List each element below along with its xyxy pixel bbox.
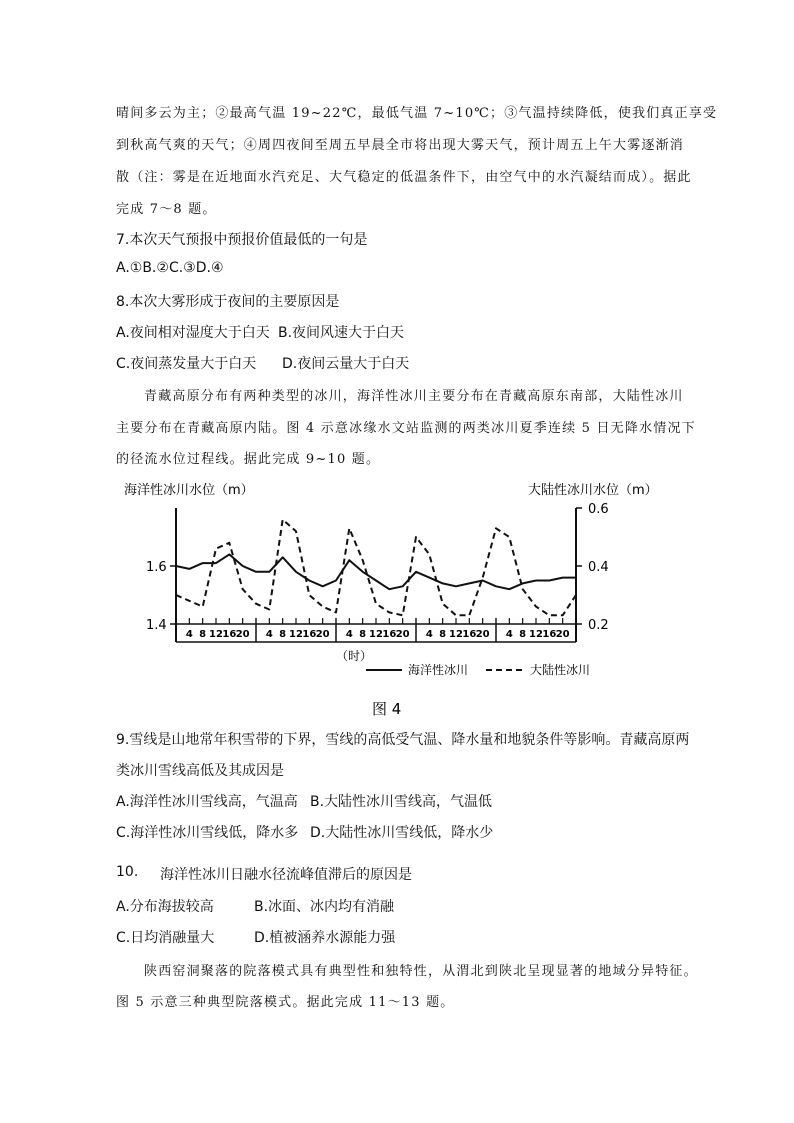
figure-4-chart bbox=[110, 474, 670, 724]
figure-caption: 图 4 bbox=[372, 700, 402, 718]
legend-ocean-glacier: 海洋性冰川 bbox=[408, 663, 469, 677]
x-tick-label: 8 bbox=[199, 629, 207, 640]
x-axis-label: （时） bbox=[336, 649, 373, 663]
passage-line: 主要分布在青藏高原内陆。图 4 示意冰缘水文站监测的两类冰川夏季连续 5 日无降水情况下 bbox=[116, 421, 696, 436]
passage-line: 完成 7～8 题。 bbox=[116, 202, 217, 217]
x-tick-label: 16 bbox=[462, 629, 477, 640]
passage-line: 青藏高原分布有两种类型的冰川，海洋性冰川主要分布在青藏高原东南部，大陆性冰川 bbox=[144, 389, 684, 404]
x-tick-label: 12 bbox=[369, 629, 383, 640]
x-tick-label: 12 bbox=[289, 629, 303, 640]
x-tick-label: 20 bbox=[555, 629, 570, 640]
x-tick-label: 8 bbox=[279, 629, 287, 640]
question-8-stem: 8.本次大雾形成于夜间的主要原因是 bbox=[116, 294, 340, 310]
option-a: A.分布海拔较高 bbox=[116, 899, 214, 915]
y-tick-label-left: 1.6 bbox=[146, 560, 167, 575]
x-tick-label: 16 bbox=[222, 629, 237, 640]
question-7-stem: 7.本次天气预报中预报价值最低的一句是 bbox=[116, 232, 368, 248]
option-c: C.日均消融量大 bbox=[116, 930, 215, 946]
x-tick-label: 16 bbox=[382, 629, 397, 640]
x-tick-label: 12 bbox=[449, 629, 463, 640]
y-tick-label-left: 1.4 bbox=[146, 618, 167, 633]
x-tick-label: 4 bbox=[505, 629, 513, 640]
question-7-options: A.①B.②C.③D.④ bbox=[116, 260, 224, 276]
x-tick-label: 20 bbox=[315, 629, 330, 640]
y-tick-label-right: 0.4 bbox=[588, 560, 609, 575]
y-tick-label-right: 0.6 bbox=[588, 502, 609, 517]
question-9-stem: 9.雪线是山地常年积雪带的下界，雪线的高低受气温、降水量和地貌条件等影响。青藏高原两 bbox=[116, 732, 690, 748]
question-10-number: 10. bbox=[116, 864, 139, 880]
y-axis-right-label: 大陆性冰川水位（m） bbox=[528, 483, 658, 498]
question-9-stem-cont: 类冰川雪线高低及其成因是 bbox=[116, 763, 284, 779]
x-tick-label: 12 bbox=[209, 629, 223, 640]
option-b: B.冰面、冰内均有消融 bbox=[254, 899, 395, 915]
x-tick-label: 16 bbox=[302, 629, 317, 640]
y-axis-left-label: 海洋性冰川水位（m） bbox=[124, 483, 254, 498]
option-d: D.大陆性冰川雪线低，降水少 bbox=[310, 825, 494, 841]
option-a: A.夜间相对湿度大于白天 bbox=[116, 325, 270, 341]
y-tick-label-right: 0.2 bbox=[588, 618, 609, 633]
option-c: C.夜间蒸发量大于白天 bbox=[116, 356, 257, 372]
passage-line: 晴间多云为主；②最高气温 19~22℃，最低气温 7~10℃；③气温持续降低，使我们真正享受 bbox=[116, 106, 718, 121]
passage-line: 图 5 示意三种典型院落模式。据此完成 11～13 题。 bbox=[116, 995, 455, 1010]
x-tick-label: 16 bbox=[542, 629, 557, 640]
passage-line: 陕西窑洞聚落的院落模式具有典型性和独特性，从渭北到陕北呈现显著的地域分异特征。 bbox=[144, 964, 698, 979]
x-tick-label: 4 bbox=[425, 629, 433, 640]
x-tick-label: 4 bbox=[265, 629, 273, 640]
x-tick-label: 8 bbox=[519, 629, 527, 640]
x-tick-label: 20 bbox=[475, 629, 490, 640]
x-tick-label: 12 bbox=[529, 629, 543, 640]
series-line-continental bbox=[176, 520, 576, 616]
option-b: B.夜间风速大于白天 bbox=[278, 325, 405, 341]
option-b: B.大陆性冰川雪线高，气温低 bbox=[310, 794, 493, 810]
x-tick-label: 4 bbox=[185, 629, 193, 640]
x-tick-label: 4 bbox=[345, 629, 353, 640]
option-d: D.夜间云量大于白天 bbox=[282, 356, 410, 372]
x-tick-label: 20 bbox=[235, 629, 250, 640]
option-c: C.海洋性冰川雪线低，降水多 bbox=[116, 825, 299, 841]
passage-line: 到秋高气爽的天气；④周四夜间至周五早晨全市将出现大雾天气，预计周五上午大雾逐渐消 bbox=[116, 138, 685, 153]
x-tick-label: 20 bbox=[395, 629, 410, 640]
option-d: D.植被涵养水源能力强 bbox=[254, 930, 396, 946]
passage-line: 散（注：雾是在近地面水汽充足、大气稳定的低温条件下，由空气中的水汽凝结而成）。据此 bbox=[116, 170, 692, 185]
x-tick-label: 8 bbox=[439, 629, 447, 640]
option-a: A.海洋性冰川雪线高，气温高 bbox=[116, 794, 298, 810]
legend-continental-glacier: 大陆性冰川 bbox=[530, 663, 591, 677]
question-10-stem: 海洋性冰川日融水径流峰值滞后的原因是 bbox=[160, 867, 412, 883]
x-tick-label: 8 bbox=[359, 629, 367, 640]
passage-line: 的径流水位过程线。据此完成 9~10 题。 bbox=[116, 452, 381, 467]
